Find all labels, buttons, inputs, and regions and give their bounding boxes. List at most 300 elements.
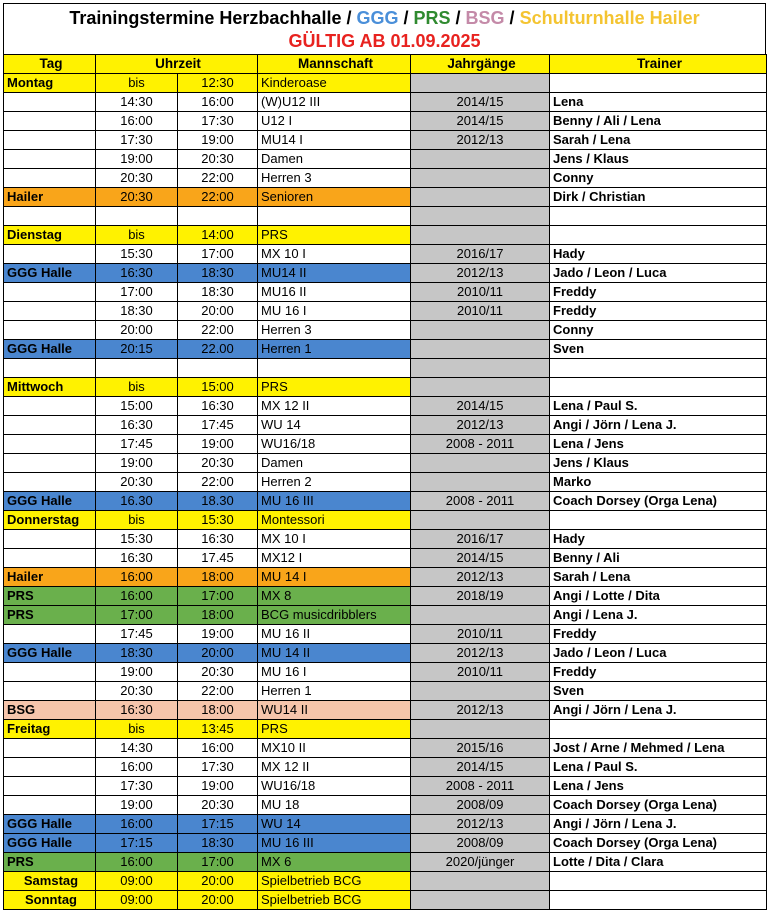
start-time-cell: bis [96, 720, 178, 739]
trainer-cell: Sven [550, 682, 767, 701]
table-row [4, 169, 767, 188]
year-cell [411, 720, 550, 739]
tag-cell [4, 321, 96, 340]
tag-cell [4, 796, 96, 815]
year-cell: 2012/13 [411, 644, 550, 663]
team-cell [258, 359, 411, 378]
table-row [4, 872, 767, 891]
trainer-cell: Sarah / Lena [550, 568, 767, 587]
tag-cell [4, 359, 96, 378]
trainer-cell: Lena / Paul S. [550, 397, 767, 416]
trainer-cell: Angi / Lotte / Dita [550, 587, 767, 606]
tag-cell: Sonntag [4, 891, 96, 910]
year-cell: 2008/09 [411, 796, 550, 815]
year-cell [411, 150, 550, 169]
team-cell: Herren 2 [258, 473, 411, 492]
team-cell: PRS [258, 378, 411, 397]
trainer-cell: Lotte / Dita / Clara [550, 853, 767, 872]
team-cell: MU16 II [258, 283, 411, 302]
team-cell: MU 16 I [258, 302, 411, 321]
end-time-cell: 17:30 [178, 758, 258, 777]
end-time-cell: 17:00 [178, 587, 258, 606]
end-time-cell: 16:30 [178, 397, 258, 416]
start-time-cell: 20:30 [96, 682, 178, 701]
end-time-cell: 17.45 [178, 549, 258, 568]
trainer-cell: Jens / Klaus [550, 454, 767, 473]
start-time-cell: 18:30 [96, 302, 178, 321]
trainer-cell: Coach Dorsey (Orga Lena) [550, 834, 767, 853]
tag-cell [4, 397, 96, 416]
start-time-cell: 17:30 [96, 131, 178, 150]
tag-cell [4, 150, 96, 169]
team-cell: Damen [258, 150, 411, 169]
table-row [4, 340, 767, 359]
table-row [4, 815, 767, 834]
start-time-cell: 19:00 [96, 663, 178, 682]
year-cell: 2008 - 2011 [411, 435, 550, 454]
year-cell [411, 207, 550, 226]
table-row [4, 302, 767, 321]
table-row [4, 834, 767, 853]
tag-cell: Dienstag [4, 226, 96, 245]
end-time-cell: 17:30 [178, 112, 258, 131]
end-time-cell: 17:00 [178, 245, 258, 264]
tag-cell: PRS [4, 853, 96, 872]
team-cell: Herren 1 [258, 340, 411, 359]
team-cell: MX10 II [258, 739, 411, 758]
table-row [4, 891, 767, 910]
year-cell: 2012/13 [411, 568, 550, 587]
end-time-cell [178, 359, 258, 378]
year-cell [411, 682, 550, 701]
trainer-cell: Lena / Jens [550, 777, 767, 796]
start-time-cell: 19:00 [96, 150, 178, 169]
table-row [4, 568, 767, 587]
trainer-cell [550, 891, 767, 910]
trainer-cell: Hady [550, 245, 767, 264]
year-cell [411, 74, 550, 93]
end-time-cell: 13:45 [178, 720, 258, 739]
end-time-cell: 20:30 [178, 796, 258, 815]
end-time-cell: 20:00 [178, 644, 258, 663]
page-subtitle: GÜLTIG AB 01.09.2025 [288, 31, 481, 51]
tag-cell [4, 169, 96, 188]
tag-cell [4, 739, 96, 758]
table-row [4, 777, 767, 796]
start-time-cell: 16:30 [96, 549, 178, 568]
tag-cell: GGG Halle [4, 264, 96, 283]
year-cell [411, 340, 550, 359]
year-cell: 2014/15 [411, 397, 550, 416]
title-separator: / [450, 8, 466, 28]
start-time-cell: 16:00 [96, 568, 178, 587]
start-time-cell: 15:00 [96, 397, 178, 416]
trainer-cell: Angi / Jörn / Lena J. [550, 416, 767, 435]
table-row [4, 663, 767, 682]
tag-cell [4, 416, 96, 435]
end-time-cell: 20:00 [178, 302, 258, 321]
year-cell: 2012/13 [411, 264, 550, 283]
trainer-cell: Jens / Klaus [550, 150, 767, 169]
start-time-cell: 20:30 [96, 473, 178, 492]
start-time-cell: 14:30 [96, 93, 178, 112]
end-time-cell: 19:00 [178, 435, 258, 454]
title-prs: PRS [413, 8, 451, 28]
table-row [4, 321, 767, 340]
team-cell: MU 18 [258, 796, 411, 815]
title-hailer: Schulturnhalle Hailer [519, 8, 700, 28]
year-cell: 2012/13 [411, 131, 550, 150]
trainer-cell [550, 872, 767, 891]
end-time-cell: 15:00 [178, 378, 258, 397]
tag-cell [4, 473, 96, 492]
year-cell: 2016/17 [411, 530, 550, 549]
year-cell: 2012/13 [411, 416, 550, 435]
table-row [4, 283, 767, 302]
tag-cell [4, 131, 96, 150]
tag-cell [4, 283, 96, 302]
year-cell [411, 473, 550, 492]
end-time-cell [178, 207, 258, 226]
trainer-cell: Benny / Ali / Lena [550, 112, 767, 131]
trainer-cell [550, 226, 767, 245]
team-cell: MX 12 II [258, 397, 411, 416]
header-trainer: Trainer [550, 55, 767, 74]
end-time-cell: 17:15 [178, 815, 258, 834]
table-row [4, 473, 767, 492]
tag-cell [4, 682, 96, 701]
trainer-cell [550, 359, 767, 378]
end-time-cell: 20:00 [178, 872, 258, 891]
start-time-cell: 17:30 [96, 777, 178, 796]
team-cell: WU 14 [258, 416, 411, 435]
table-row [4, 758, 767, 777]
team-cell: Herren 1 [258, 682, 411, 701]
start-time-cell: 19:00 [96, 454, 178, 473]
trainer-cell: Sarah / Lena [550, 131, 767, 150]
end-time-cell: 12:30 [178, 74, 258, 93]
tag-cell: Freitag [4, 720, 96, 739]
team-cell: Herren 3 [258, 321, 411, 340]
end-time-cell: 17:45 [178, 416, 258, 435]
trainer-cell: Jado / Leon / Luca [550, 644, 767, 663]
team-cell: MU 14 II [258, 644, 411, 663]
table-row [4, 511, 767, 530]
year-cell: 2008 - 2011 [411, 777, 550, 796]
end-time-cell: 16:30 [178, 530, 258, 549]
tag-cell: Hailer [4, 188, 96, 207]
start-time-cell: 09:00 [96, 891, 178, 910]
start-time-cell: 09:00 [96, 872, 178, 891]
start-time-cell: 17:15 [96, 834, 178, 853]
trainer-cell: Coach Dorsey (Orga Lena) [550, 796, 767, 815]
end-time-cell: 17:00 [178, 853, 258, 872]
start-time-cell: 16:00 [96, 853, 178, 872]
start-time-cell: bis [96, 74, 178, 93]
table-row [4, 435, 767, 454]
trainer-cell: Angi / Lena J. [550, 606, 767, 625]
trainer-cell: Lena [550, 93, 767, 112]
year-cell: 2014/15 [411, 93, 550, 112]
title-separator: / [398, 8, 414, 28]
start-time-cell: 16:00 [96, 112, 178, 131]
year-cell: 2012/13 [411, 815, 550, 834]
team-cell: Spielbetrieb BCG [258, 872, 411, 891]
start-time-cell: 16:30 [96, 701, 178, 720]
tag-cell [4, 777, 96, 796]
tag-cell [4, 207, 96, 226]
end-time-cell: 20:30 [178, 150, 258, 169]
year-cell [411, 188, 550, 207]
team-cell: MU 16 III [258, 834, 411, 853]
end-time-cell: 22:00 [178, 682, 258, 701]
trainer-cell: Angi / Jörn / Lena J. [550, 701, 767, 720]
year-cell: 2010/11 [411, 663, 550, 682]
tag-cell: Mittwoch [4, 378, 96, 397]
year-cell [411, 169, 550, 188]
table-row [4, 492, 767, 511]
tag-cell: PRS [4, 587, 96, 606]
tag-cell: GGG Halle [4, 834, 96, 853]
start-time-cell: bis [96, 378, 178, 397]
trainer-cell: Freddy [550, 283, 767, 302]
tag-cell [4, 549, 96, 568]
tag-cell: GGG Halle [4, 815, 96, 834]
trainer-cell: Conny [550, 169, 767, 188]
page-title [4, 4, 765, 30]
team-cell: WU16/18 [258, 777, 411, 796]
end-time-cell: 22:00 [178, 188, 258, 207]
table-row [4, 720, 767, 739]
team-cell: MU 14 I [258, 568, 411, 587]
tag-cell [4, 435, 96, 454]
table-row [4, 359, 767, 378]
team-cell: BCG musicdribblers [258, 606, 411, 625]
tag-cell: GGG Halle [4, 340, 96, 359]
start-time-cell: 14:30 [96, 739, 178, 758]
start-time-cell: 17:00 [96, 606, 178, 625]
start-time-cell: 20:30 [96, 169, 178, 188]
year-cell [411, 378, 550, 397]
end-time-cell: 18:00 [178, 606, 258, 625]
start-time-cell: 17:00 [96, 283, 178, 302]
table-row [4, 739, 767, 758]
year-cell: 2018/19 [411, 587, 550, 606]
trainer-cell [550, 378, 767, 397]
team-cell: WU 14 [258, 815, 411, 834]
team-cell: WU16/18 [258, 435, 411, 454]
team-cell: MX 10 I [258, 245, 411, 264]
year-cell: 2008/09 [411, 834, 550, 853]
end-time-cell: 22:00 [178, 473, 258, 492]
trainer-cell [550, 74, 767, 93]
tag-cell [4, 302, 96, 321]
start-time-cell [96, 207, 178, 226]
title-ggg: GGG [356, 8, 399, 28]
trainer-cell: Benny / Ali [550, 549, 767, 568]
trainer-cell: Freddy [550, 302, 767, 321]
end-time-cell: 18:30 [178, 264, 258, 283]
start-time-cell: 16:00 [96, 758, 178, 777]
table-row [4, 454, 767, 473]
trainer-cell: Jado / Leon / Luca [550, 264, 767, 283]
team-cell: MX 6 [258, 853, 411, 872]
table-row [4, 378, 767, 397]
start-time-cell: 20:00 [96, 321, 178, 340]
year-cell: 2014/15 [411, 758, 550, 777]
team-cell: MX 8 [258, 587, 411, 606]
schedule-sheet [3, 3, 766, 910]
table-row [4, 226, 767, 245]
team-cell: MX 12 II [258, 758, 411, 777]
trainer-cell: Freddy [550, 663, 767, 682]
end-time-cell: 14:00 [178, 226, 258, 245]
title-separator: / [504, 8, 520, 28]
header-uhrzeit: Uhrzeit [96, 55, 258, 74]
table-row [4, 853, 767, 872]
year-cell [411, 359, 550, 378]
trainer-cell: Hady [550, 530, 767, 549]
year-cell [411, 891, 550, 910]
header-tag: Tag [4, 55, 96, 74]
header-mannschaft: Mannschaft [258, 55, 411, 74]
table-row [4, 112, 767, 131]
year-cell [411, 454, 550, 473]
start-time-cell: 15:30 [96, 245, 178, 264]
trainer-cell [550, 720, 767, 739]
trainer-cell [550, 207, 767, 226]
header-row [4, 55, 767, 74]
start-time-cell: 20:30 [96, 188, 178, 207]
start-time-cell: 20:15 [96, 340, 178, 359]
year-cell: 2008 - 2011 [411, 492, 550, 511]
trainer-cell: Freddy [550, 625, 767, 644]
start-time-cell: 16:30 [96, 264, 178, 283]
team-cell: Herren 3 [258, 169, 411, 188]
start-time-cell: 16.30 [96, 492, 178, 511]
table-row [4, 245, 767, 264]
tag-cell: Samstag [4, 872, 96, 891]
year-cell: 2014/15 [411, 112, 550, 131]
start-time-cell: 16:00 [96, 815, 178, 834]
start-time-cell [96, 359, 178, 378]
start-time-cell: bis [96, 226, 178, 245]
trainer-cell: Conny [550, 321, 767, 340]
tag-cell: Donnerstag [4, 511, 96, 530]
tag-cell [4, 93, 96, 112]
year-cell [411, 321, 550, 340]
year-cell [411, 226, 550, 245]
team-cell: Spielbetrieb BCG [258, 891, 411, 910]
table-row [4, 701, 767, 720]
end-time-cell: 15:30 [178, 511, 258, 530]
tag-cell: Montag [4, 74, 96, 93]
tag-cell [4, 245, 96, 264]
table-row [4, 644, 767, 663]
trainer-cell: Angi / Jörn / Lena J. [550, 815, 767, 834]
start-time-cell: 16:00 [96, 587, 178, 606]
table-row [4, 397, 767, 416]
table-row [4, 682, 767, 701]
team-cell: Senioren [258, 188, 411, 207]
tag-cell: BSG [4, 701, 96, 720]
year-cell [411, 606, 550, 625]
end-time-cell: 18:00 [178, 701, 258, 720]
table-row [4, 530, 767, 549]
team-cell: MU14 II [258, 264, 411, 283]
end-time-cell: 16:00 [178, 93, 258, 112]
trainer-cell: Lena / Paul S. [550, 758, 767, 777]
team-cell: PRS [258, 226, 411, 245]
team-cell: WU14 II [258, 701, 411, 720]
tag-cell: Hailer [4, 568, 96, 587]
end-time-cell: 18.30 [178, 492, 258, 511]
start-time-cell: 17:45 [96, 625, 178, 644]
year-cell: 2012/13 [411, 701, 550, 720]
trainer-cell: Sven [550, 340, 767, 359]
year-cell: 2010/11 [411, 283, 550, 302]
table-row [4, 188, 767, 207]
end-time-cell: 20:30 [178, 663, 258, 682]
table-row [4, 74, 767, 93]
tag-cell [4, 758, 96, 777]
year-cell: 2015/16 [411, 739, 550, 758]
end-time-cell: 19:00 [178, 625, 258, 644]
end-time-cell: 22.00 [178, 340, 258, 359]
team-cell: PRS [258, 720, 411, 739]
team-cell: Damen [258, 454, 411, 473]
trainer-cell: Jost / Arne / Mehmed / Lena [550, 739, 767, 758]
start-time-cell: 16:30 [96, 416, 178, 435]
tag-cell [4, 663, 96, 682]
table-row [4, 264, 767, 283]
table-row [4, 150, 767, 169]
tag-cell [4, 625, 96, 644]
end-time-cell: 18:30 [178, 283, 258, 302]
team-cell: U12 I [258, 112, 411, 131]
table-row [4, 549, 767, 568]
schedule-table [3, 54, 767, 910]
tag-cell: GGG Halle [4, 492, 96, 511]
end-time-cell: 20:30 [178, 454, 258, 473]
table-row [4, 207, 767, 226]
end-time-cell: 18:00 [178, 568, 258, 587]
team-cell: MX 10 I [258, 530, 411, 549]
team-cell: MU 16 II [258, 625, 411, 644]
trainer-cell: Dirk / Christian [550, 188, 767, 207]
team-cell: MU 16 III [258, 492, 411, 511]
table-row [4, 131, 767, 150]
team-cell: (W)U12 III [258, 93, 411, 112]
year-cell [411, 511, 550, 530]
start-time-cell: 15:30 [96, 530, 178, 549]
year-cell: 2010/11 [411, 625, 550, 644]
end-time-cell: 22:00 [178, 169, 258, 188]
end-time-cell: 20:00 [178, 891, 258, 910]
header-jahrgaenge: Jahrgänge [411, 55, 550, 74]
team-cell [258, 207, 411, 226]
end-time-cell: 19:00 [178, 777, 258, 796]
trainer-cell: Marko [550, 473, 767, 492]
table-row [4, 796, 767, 815]
title-bsg: BSG [465, 8, 505, 28]
tag-cell: PRS [4, 606, 96, 625]
team-cell: MU 16 I [258, 663, 411, 682]
start-time-cell: 18:30 [96, 644, 178, 663]
year-cell: 2016/17 [411, 245, 550, 264]
trainer-cell [550, 511, 767, 530]
end-time-cell: 19:00 [178, 131, 258, 150]
